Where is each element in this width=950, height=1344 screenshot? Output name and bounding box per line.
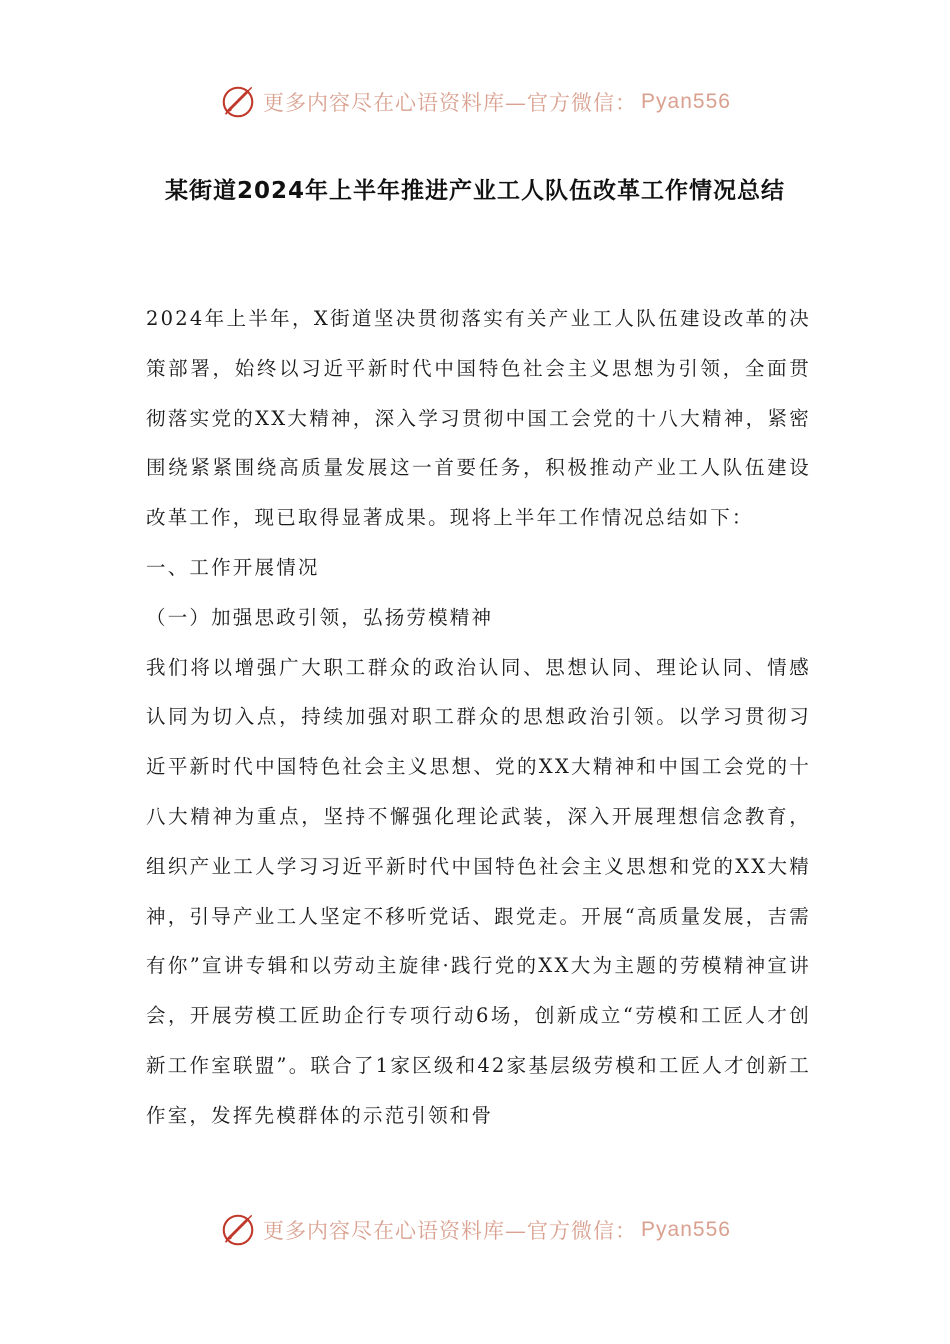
subsection-heading: （一）加强思政引领，弘扬劳模精神 <box>146 605 494 629</box>
document-body <box>146 294 811 1141</box>
watermark-text: 更多内容尽在心语资料库—官方微信： <box>263 91 638 115</box>
watermark-handle: Pyan556 <box>641 1218 731 1241</box>
section-heading: 一、工作开展情况 <box>146 555 320 579</box>
intro-paragraph: 2024年上半年，X街道坚决贯彻落实有关产业工人队伍建设改革的决策部署，始终以习近平新时代中国特色社会主义思想为引领，全面贯彻落实党的XX大精神，深入学习贯彻中国工会党的十八大精神，紧密围绕紧紧围绕高质量发展这一首要任务，积极推动产业工人队伍建设改革工作，现已取得显著成果。现将上半年工作情况总结如下： <box>146 307 811 530</box>
watermark-banner-top <box>0 80 950 124</box>
document-title: 某街道2024年上半年推进产业工人队伍改革工作情况总结 <box>164 178 785 204</box>
body-paragraph: 我们将以增强广大职工群众的政治认同、思想认同、理论认同、情感认同为切入点，持续加强对职工群众的思想政治引领。以学习贯彻习近平新时代中国特色社会主义思想、党的XX大精神和中国工会党的十八大精神为重点，坚持不懈强化理论武装，深入开展理想信念教育，组织产业工人学习习近平新时代中国特色社会主义思想和党的XX大精神，引导产业工人坚定不移听党话、跟党走。开展“高质量发展，吉需有你”宣讲专辑和以劳动主旋律·践行党的XX大为主题的劳模精神宣讲会，开展劳模工匠助企行专项行动6场，创新成立“劳模和工匠人才创新工作室联盟”。联合了1家区级和42家基层级劳模和工匠人才创新工作室，发挥先模群体的示范引领和骨 <box>146 655 811 1127</box>
watermark-text: 更多内容尽在心语资料库—官方微信： <box>263 1219 638 1243</box>
watermark-handle: Pyan556 <box>641 90 731 113</box>
pen-logo-icon <box>219 83 257 121</box>
watermark-banner-bottom <box>0 1208 950 1252</box>
pen-logo-icon <box>219 1211 257 1249</box>
